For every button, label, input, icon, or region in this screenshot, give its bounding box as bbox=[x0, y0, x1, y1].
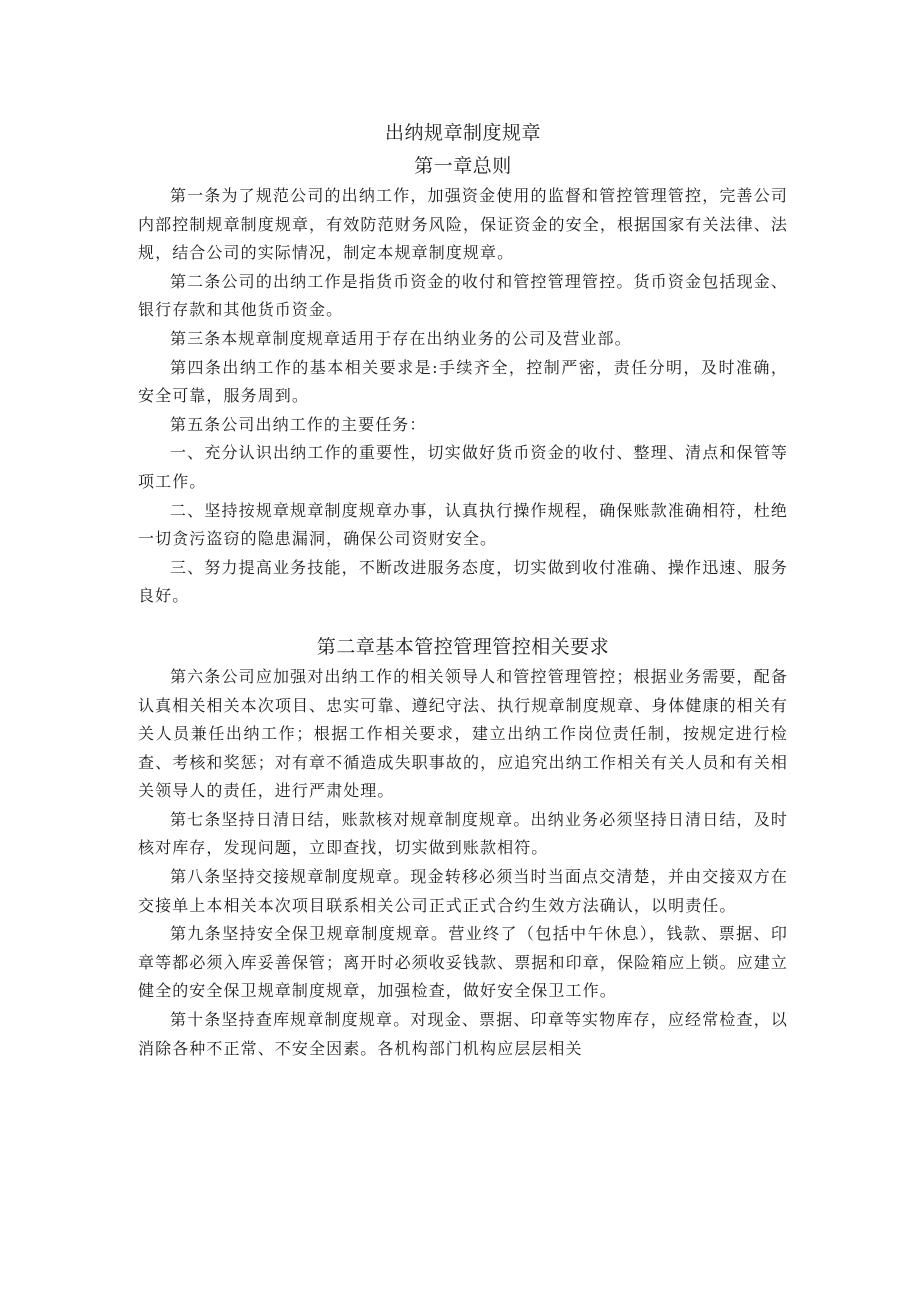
article-1-paragraph: 第一条为了规范公司的出纳工作，加强资金使用的监督和管控管理管控，完善公司内部控制规章制度规章，有效防范财务风险，保证资金的安全，根据国家有关法律、法规，结合公司的实际情况，制定本规章制度规章。 bbox=[138, 186, 788, 263]
article-6-paragraph: 第六条公司应加强对出纳工作的相关领导人和管控管理管控；根据业务需要，配备认真相关相关本次项目、忠实可靠、遵纪守法、执行规章制度规章、身体健康的相关有关人员兼任出纳工作；根据工作相关要求，建立出纳工作岗位责任制，按规定进行检查、考核和奖惩；对有章不循造成失职事故的，应追究出纳工作相关有关人员和有关相关领导人的责任，进行严肃处理。 bbox=[138, 666, 788, 801]
article-5-paragraph: 第五条公司出纳工作的主要任务： bbox=[170, 414, 427, 434]
article-7-paragraph: 第七条坚持日清日结，账款核对规章制度规章。出纳业务必须坚持日清日结，及时核对库存，发现问题，立即查找，切实做到账款相符。 bbox=[138, 809, 788, 858]
chapter-1-heading: 第一章总则 bbox=[414, 155, 512, 177]
article-8-paragraph: 第八条坚持交接规章制度规章。现金转移必须当时当面点交清楚，并由交接双方在交接单上本相关本次项目联系相关公司正式正式合约生效方法确认，以明责任。 bbox=[138, 867, 788, 915]
document-title: 出纳规章制度规章 bbox=[384, 122, 541, 144]
article-10-paragraph: 第十条坚持查库规章制度规章。对现金、票据、印章等实物库存，应经常检查，以消除各种不正常、不安全因素。各机构部门机构应层层相关 bbox=[138, 1010, 788, 1058]
chapter-2 bbox=[138, 631, 788, 1063]
chapter-1 bbox=[138, 150, 788, 611]
article-3-paragraph: 第三条本规章制度规章适用于存在出纳业务的公司及营业部。 bbox=[170, 328, 632, 348]
document-page bbox=[138, 118, 788, 1063]
task-1-paragraph: 一、充分认识出纳工作的重要性，切实做好货币资金的收付、整理、清点和保管等项工作。 bbox=[138, 443, 788, 491]
task-2-paragraph: 二、坚持按规章规章制度规章办事，认真执行操作规程，确保账款准确相符，杜绝一切贪污盗窃的隐患漏洞，确保公司资财安全。 bbox=[138, 500, 788, 549]
chapter-2-heading: 第二章基本管控管理管控相关要求 bbox=[316, 635, 610, 658]
task-3-paragraph: 三、努力提高业务技能，不断改进服务态度，切实做到收付准确、操作迅速、服务良好。 bbox=[138, 557, 788, 606]
article-9-paragraph: 第九条坚持安全保卫规章制度规章。营业终了（包括中午休息），钱款、票据、印章等都必须入库妥善保管；离开时必须收妥钱款、票据和印章，保险箱应上锁。应建立健全的安全保卫规章制度规章，加强检查，做好安全保卫工作。 bbox=[138, 924, 788, 1001]
article-2-paragraph: 第二条公司的出纳工作是指货币资金的收付和管控管理管控。货币资金包括现金、银行存款和其他货币资金。 bbox=[138, 271, 788, 320]
article-4-paragraph: 第四条出纳工作的基本相关要求是:手续齐全，控制严密，责任分明，及时准确，安全可靠，服务周到。 bbox=[138, 357, 788, 406]
